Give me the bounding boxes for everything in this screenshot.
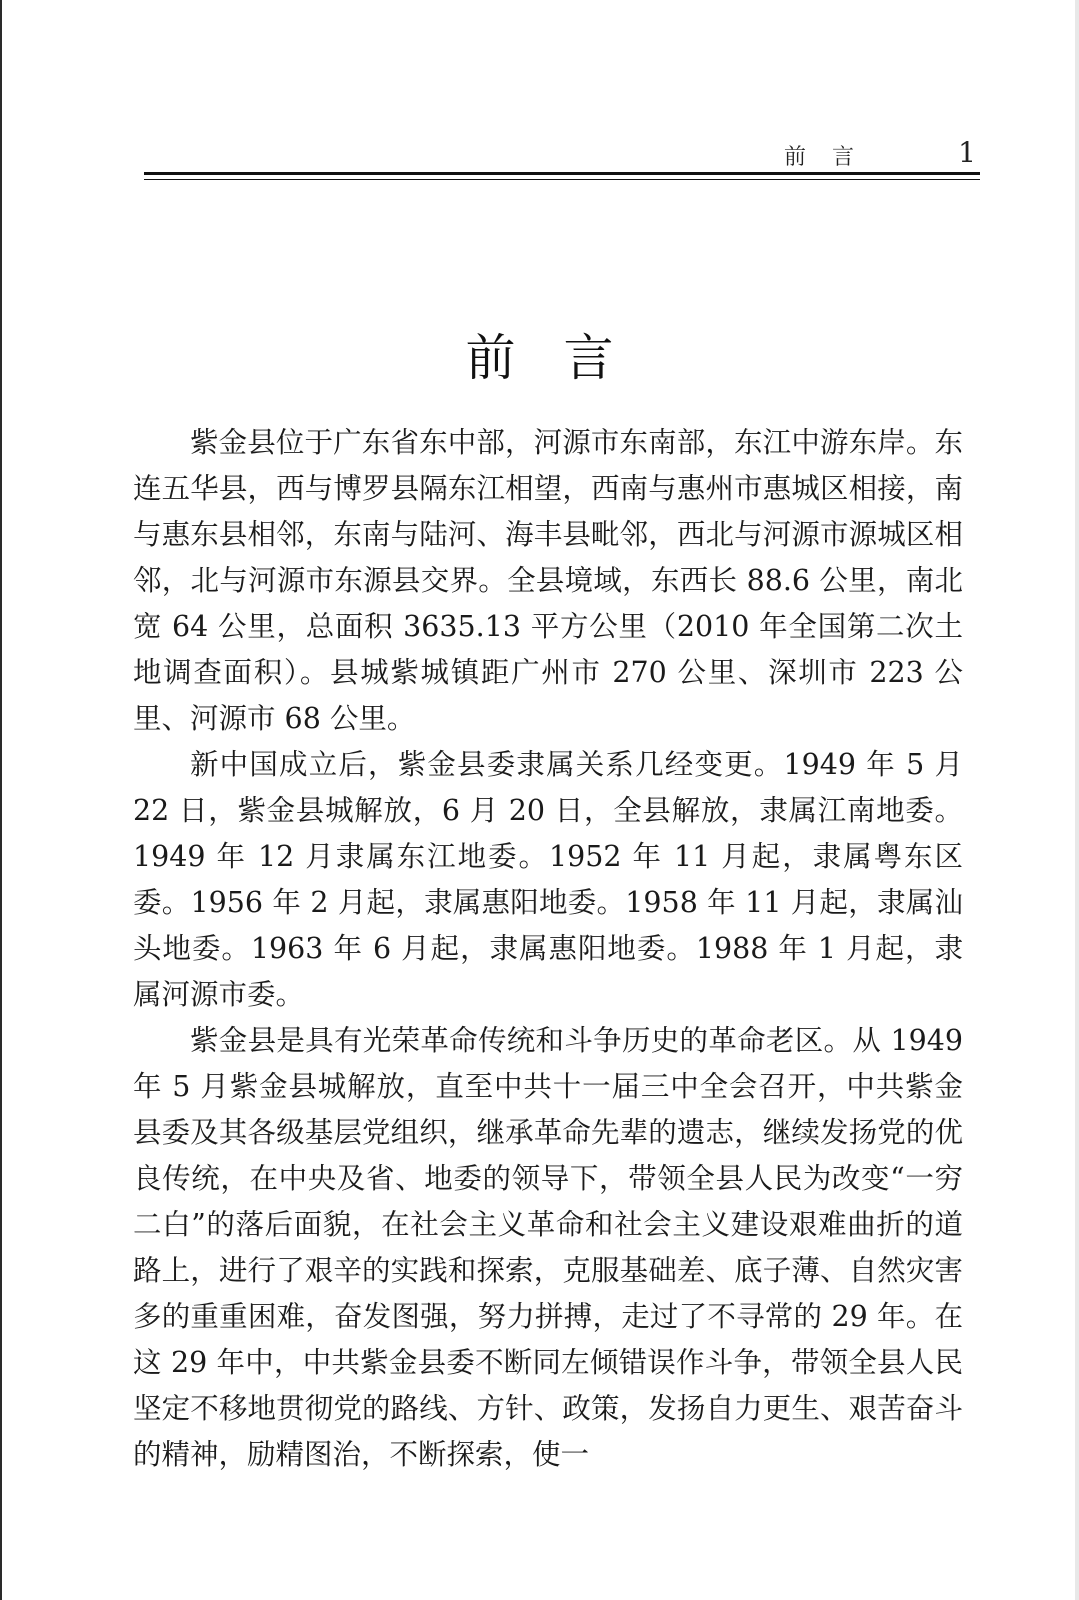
chapter-title: 前言: [465, 329, 662, 387]
paragraph-location: 紫金县位于广东省东中部，河源市东南部，东江中游东岸。东连五华县，西与博罗县隔东江相望，西南与惠州市惠城区相接，南与惠东县相邻，东南与陆河、海丰县毗邻，西北与河源市源城区相邻，北与河源市东源县交界。全县境域，东西长 88.6 公里，南北宽 64 公里，总面积 3635.13 平方公里（2010 年全国第二次土地调查面积）。县城紫城镇距广州市 270 公里、深圳市 223 公里、河源市 68 公里。: [133, 426, 963, 735]
header-rule-thick: [144, 172, 980, 175]
paragraph-affiliation: 新中国成立后，紫金县委隶属关系几经变更。1949 年 5 月 22 日，紫金县城解放，6 月 20 日，全县解放，隶属江南地委。1949 年 12 月隶属东江地委。1952 年 11 月起，隶属粤东区委。1956 年 2 月起，隶属惠阳地委。1958 年 11 月起，隶属汕头地委。1963 年 6 月起，隶属惠阳地委。1988 年 1 月起，隶属河源市委。: [133, 748, 963, 1011]
page-number: 1: [958, 136, 976, 169]
running-head-title: 前言: [783, 145, 880, 170]
header-rule-thin: [144, 179, 980, 180]
running-head: [144, 136, 980, 172]
scan-edge-left: [0, 0, 2, 1600]
scan-edge-right: [1075, 0, 1079, 1600]
body-text: [133, 420, 963, 1478]
paragraph-history: 紫金县是具有光荣革命传统和斗争历史的革命老区。从 1949 年 5 月紫金县城解放，直至中共十一届三中全会召开，中共紫金县委及其各级基层党组织，继承革命先辈的遗志，继续发扬党的优良传统，在中央及省、地委的领导下，带领全县人民为改变“一穷二白”的落后面貌，在社会主义革命和社会主义建设艰难曲折的道路上，进行了艰辛的实践和探索，克服基础差、底子薄、自然灾害多的重重困难，奋发图强，努力拼搏，走过了不寻常的 29 年。在这 29 年中，中共紫金县委不断同左倾错误作斗争，带领全县人民坚定不移地贯彻党的路线、方针、政策，发扬自力更生、艰苦奋斗的精神，励精图治，不断探索，使一: [133, 1024, 963, 1471]
